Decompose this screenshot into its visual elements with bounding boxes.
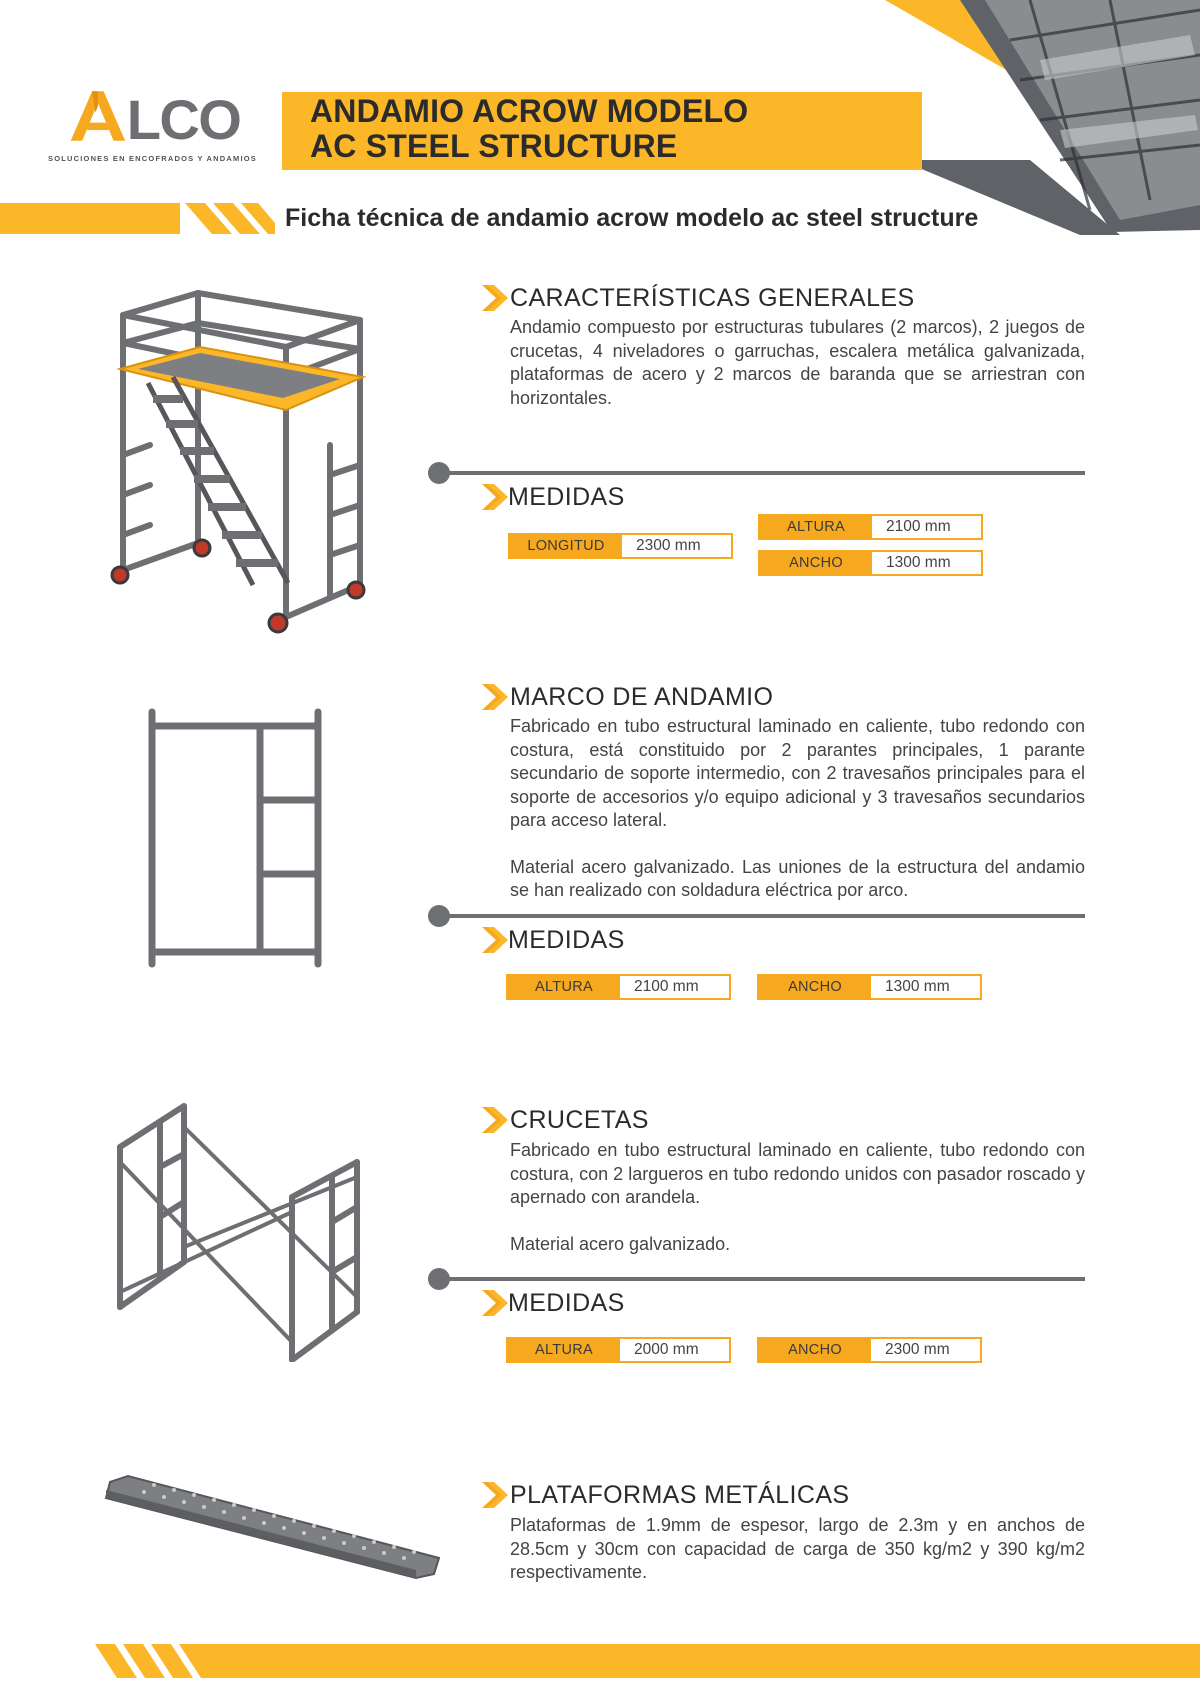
measure-altura (506, 974, 731, 1000)
frame-text-1: Fabricado en tubo estructural laminado en caliente, tubo redondo con costura, está constituido por 2 parantes principales, 1 parante secundario de soporte intermedio, con 2 travesaños principales para el soporte de accesorios y/o equipo adicional y 3 travesaños secundarios para acceso lateral. (510, 716, 1085, 830)
general-text: Andamio compuesto por estructuras tubulares (2 marcos), 2 juegos de crucetas, 4 niveladores o garruchas, escalera metálica galvanizada, plataformas de acero y 2 marcos de baranda que se arriestran con horizontales. (510, 317, 1085, 408)
measure-label: ANCHO (759, 976, 871, 998)
measure-label: ALTURA (508, 976, 620, 998)
measure-label: LONGITUD (510, 535, 622, 557)
general-description (510, 316, 1085, 410)
footer-stripe (95, 1644, 1200, 1680)
measure-label: ALTURA (508, 1339, 620, 1361)
measure-value: 2000 mm (634, 1341, 699, 1358)
section-heading-frame: MARCO DE ANDAMIO (510, 683, 774, 711)
subtitle-stripe-left (0, 203, 275, 237)
measure-value: 1300 mm (886, 554, 951, 571)
measure-longitud (508, 533, 733, 559)
platforms-text: Plataformas de 1.9mm de espesor, largo de 2.3m y en anchos de 28.5cm y 30cm con capacidad de carga de 350 kg/m2 y 390 kg/m2 respectivamente. (510, 1515, 1085, 1582)
measure-label: ALTURA (760, 516, 872, 538)
measure-ancho (757, 974, 982, 1000)
measures-heading-general: MEDIDAS (508, 483, 625, 511)
section-divider (440, 1277, 1085, 1281)
measure-value: 1300 mm (885, 978, 950, 995)
alco-logo (46, 88, 262, 154)
measure-ancho (757, 1337, 982, 1363)
braces-text-2: Material acero galvanizado. (510, 1233, 731, 1254)
section-heading-braces: CRUCETAS (510, 1106, 649, 1134)
measure-label: ANCHO (759, 1339, 871, 1361)
measures-heading-frame: MEDIDAS (508, 926, 625, 954)
section-arrow-icon (482, 482, 508, 512)
braces-text-1: Fabricado en tubo estructural laminado en caliente, tubo redondo con costura, con 2 largueros en tubo redondo unidos con pasador roscado y apernado con arandela. (510, 1140, 1085, 1207)
measure-value: 2100 mm (886, 518, 951, 535)
section-heading-platforms: PLATAFORMAS METÁLICAS (510, 1481, 850, 1509)
measure-value: 2300 mm (885, 1341, 950, 1358)
page-title-line-2: AC STEEL STRUCTURE (310, 128, 678, 164)
measures-heading-braces: MEDIDAS (508, 1289, 625, 1317)
frame-description (510, 715, 1085, 903)
section-heading-general: CARACTERÍSTICAS GENERALES (510, 284, 915, 312)
section-arrow-icon (482, 682, 508, 712)
platform-illustration (104, 1470, 444, 1580)
section-arrow-icon (482, 1105, 508, 1135)
measure-altura (506, 1337, 731, 1363)
section-arrow-icon (482, 925, 508, 955)
section-arrow-icon (482, 283, 508, 313)
platforms-description (510, 1514, 1085, 1585)
section-divider (440, 914, 1085, 918)
page-title-line-1: ANDAMIO ACROW MODELO (310, 93, 749, 129)
braces-description (510, 1139, 1085, 1256)
svg-text:LCO: LCO (126, 88, 241, 152)
scaffold-illustration (108, 285, 378, 645)
frame-illustration (140, 708, 330, 968)
section-arrow-icon (482, 1480, 508, 1510)
measure-value: 2300 mm (636, 537, 701, 554)
section-divider (440, 471, 1085, 475)
measure-altura (758, 514, 983, 540)
measure-value: 2100 mm (634, 978, 699, 995)
section-arrow-icon (482, 1288, 508, 1318)
page-subtitle: Ficha técnica de andamio acrow modelo ac steel structure (285, 204, 979, 232)
braces-illustration (112, 1102, 367, 1362)
logo-tagline: SOLUCIONES EN ENCOFRADOS Y ANDAMIOS (48, 154, 257, 163)
measure-label: ANCHO (760, 552, 872, 574)
frame-text-2: Material acero galvanizado. Las uniones de la estructura del andamio se han realizado con soldadura eléctrica por arco. (510, 856, 1085, 900)
measure-ancho (758, 550, 983, 576)
